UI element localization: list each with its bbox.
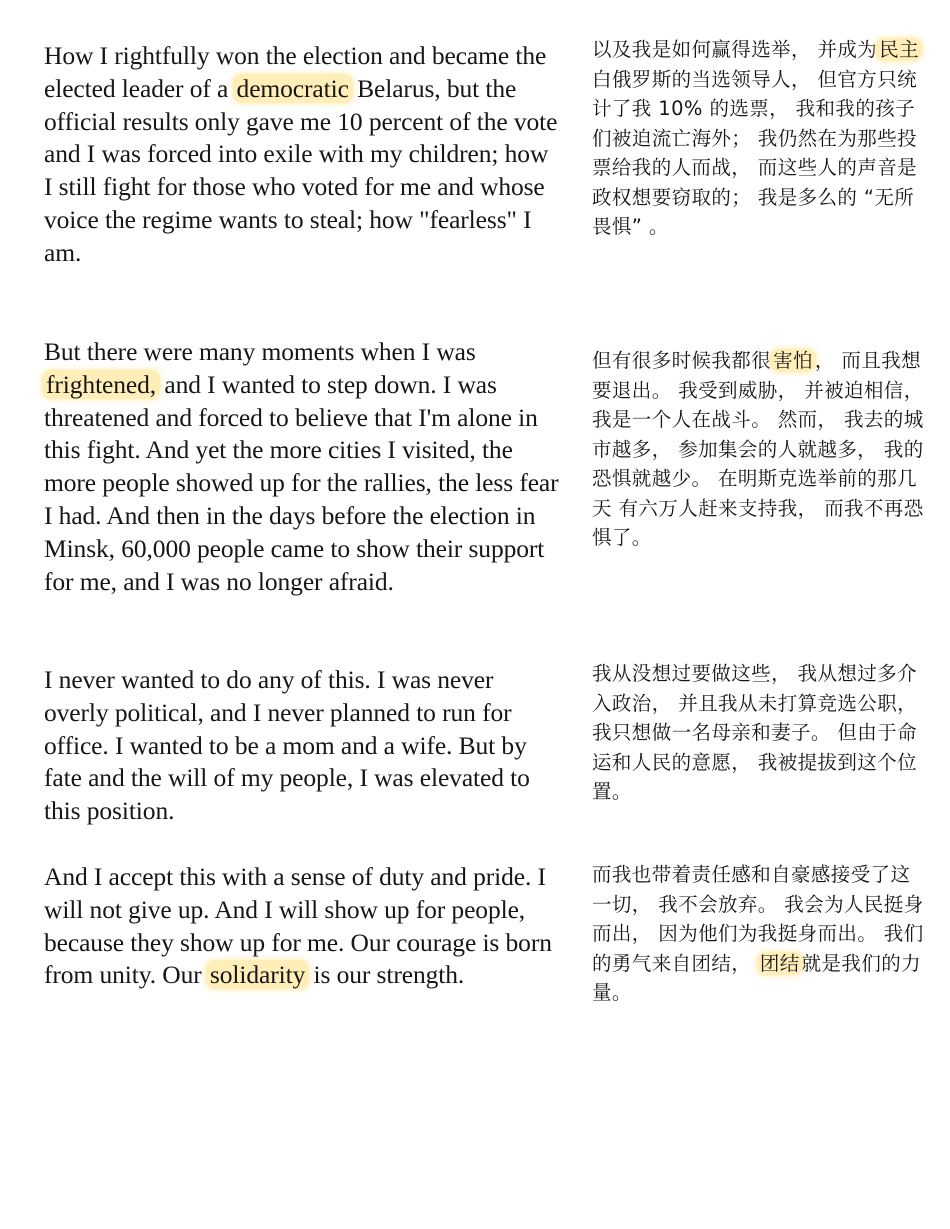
chinese-paragraph-1 xyxy=(592,35,927,242)
highlighted-word: democratic xyxy=(233,74,353,103)
chinese-paragraph-3 xyxy=(592,659,927,807)
english-paragraph-3 xyxy=(44,664,559,828)
chinese-paragraph-4 xyxy=(592,860,927,1008)
highlighted-word: frightened, xyxy=(42,370,160,399)
text-segment: 但有很多时候我都很 xyxy=(592,349,771,372)
text-segment: 以及我是如何赢得选举， 并成为 xyxy=(592,38,877,61)
text-segment: 就是我们的力量。 xyxy=(592,952,921,1005)
highlighted-word: 团结 xyxy=(757,952,803,975)
english-paragraph-1 xyxy=(44,40,559,270)
text-segment: ， 而且我想要退出。 我受到威胁， 并被迫相信， 我是一个人在战斗。 然而， 我去的城市越多， 参加集会的人就越多， 我的恐惧就越少。 在明斯克选举前的那几天 有六万人赶来支持我， 而我不再恐惧了。 xyxy=(592,349,924,549)
text-segment: is our strength. xyxy=(307,960,464,989)
text-segment: And I accept this with a sense of duty and pride. I will not give up. And I will show up for people, because they show up for me. Our courage is born from unity. Our xyxy=(44,862,552,989)
english-paragraph-2 xyxy=(44,336,559,598)
text-segment: But there were many moments when I was xyxy=(44,337,476,366)
highlighted-word: solidarity xyxy=(206,960,309,989)
text-segment: 而我也带着责任感和自豪感接受了这一切， 我不会放弃。 我会为人民挺身而出， 因为他们为我挺身而出。 我们的勇气来自团结， xyxy=(592,863,924,975)
highlighted-word: 害怕 xyxy=(770,349,816,372)
text-segment: 我从没想过要做这些， 我从想过多介入政治， 并且我从未打算竞选公职， 我只想做一名母亲和妻子。 但由于命运和人民的意愿， 我被提拔到这个位置。 xyxy=(592,662,917,803)
text-segment: 白俄罗斯的当选领导人， 但官方只统计了我 10% 的选票， 我和我的孩子们被迫流亡海外； 我仍然在为那些投票给我的人而战， 而这些人的声音是政权想要窃取的； 我是多么的 “无所畏惧” 。 xyxy=(592,68,917,239)
text-segment: I never wanted to do any of this. I was never overly political, and I never planned to run for office. I wanted to be a mom and a wife. But by fate and the will of my people, I was elevated to this position. xyxy=(44,665,530,825)
english-paragraph-4 xyxy=(44,861,559,992)
text-segment: and I wanted to step down. I was threatened and forced to believe that I'm alone in this fight. And yet the more cities I visited, the more people showed up for the rallies, the less fear I had. And then in the days before the election in Minsk, 60,000 people came to show their support for me, and I was no longer afraid. xyxy=(44,370,559,596)
text-segment: How I rightfully won the election and became the elected leader of a xyxy=(44,41,546,103)
highlighted-word: 民主 xyxy=(876,38,922,61)
text-segment: Belarus, but the official results only gave me 10 percent of the vote and I was forced into exile with my children; how I still fight for those who voted for me and whose voice the regime wants to steal; how "fearless" I am. xyxy=(44,74,557,267)
chinese-paragraph-2 xyxy=(592,346,927,553)
